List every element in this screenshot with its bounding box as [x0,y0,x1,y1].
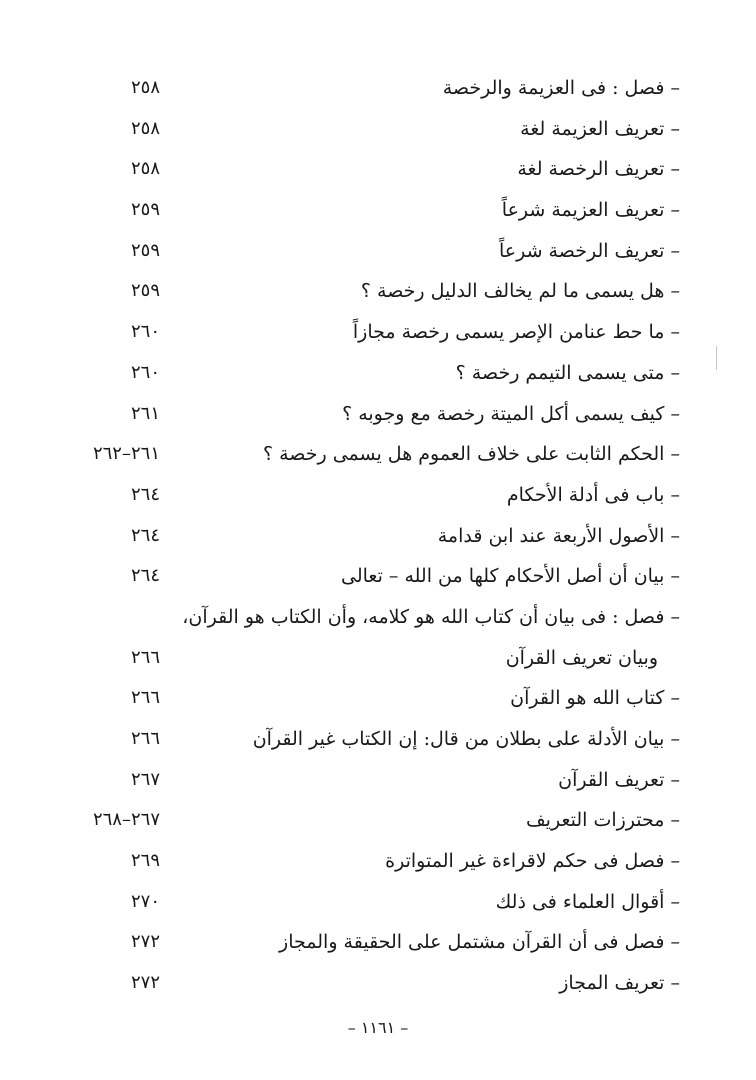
toc-entry-page: ٢٦٦ [130,646,160,668]
toc-entry-page: ٢٥٨ [130,158,160,180]
toc-entry-page: ٢٥٨ [130,117,160,139]
toc-row [60,922,680,963]
toc-entry-page: ٢٥٩ [130,239,160,261]
toc-entry-page: ٢٦٤ [130,483,160,505]
toc-row [60,638,680,679]
toc-entry-page: ٢٦٧ [130,768,160,790]
toc-entry-page: ٢٥٩ [130,280,160,302]
toc-entry-title: – فصل : فى بيان أن كتاب الله هو كلامه، وأن الكتاب هو القرآن، [182,605,680,628]
toc-entry-title: – كيف يسمى أكل الميتة رخصة مع وجوبه ؟ [342,402,680,425]
toc-entry-title: – تعريف العزيمة شرعاً [501,199,680,222]
toc-entry-page: ٢٧٢ [130,931,160,953]
toc-entry-title: – فصل فى حكم لاقراءة غير المتواترة [385,850,680,873]
toc-entry-page: ٢٧٢ [130,972,160,994]
toc-entry-title: – تعريف الرخصة لغة [517,158,680,181]
toc-entry-page: ٢٦٦ [130,687,160,709]
toc-entry-page: ٢٥٨ [130,77,160,98]
toc-entry-title: – أقوال العلماء فى ذلك [495,890,680,913]
toc-entry-title: – باب فى أدلة الأحكام [506,483,680,506]
toc-row [60,556,680,597]
toc-row [60,149,680,190]
toc-entry-title: – تعريف المجاز [559,972,680,995]
toc-row [60,434,680,475]
table-of-contents [60,68,680,1004]
toc-row [60,841,680,882]
toc-entry-page: ٢٦٩ [130,850,160,872]
toc-entry-page: ٢٧٠ [130,890,160,912]
toc-entry-title: – محترزات التعريف [526,809,680,832]
toc-entry-title: – متى يسمى التيمم رخصة ؟ [455,361,680,384]
toc-row [60,68,680,109]
toc-entry-title: – تعريف الرخصة شرعاً [498,239,680,262]
toc-row [60,353,680,394]
toc-entry-page: ٢٦١–٢٦٢ [92,443,160,465]
toc-entry-page: ٢٦٤ [130,565,160,587]
toc-entry-title: – تعريف العزيمة لغة [520,117,680,140]
toc-entry-title: – هل يسمى ما لم يخالف الدليل رخصة ؟ [360,280,680,303]
toc-entry-title: وبيان تعريف القرآن [505,646,658,669]
toc-row [60,109,680,150]
toc-entry-title: – ما حط عنامن الإصر يسمى رخصة مجازاً [352,321,680,344]
toc-entry-page: ٢٦١ [130,402,160,424]
toc-row [60,882,680,923]
toc-row [60,719,680,760]
toc-row [60,475,680,516]
margin-mark [716,346,717,370]
toc-entry-page: ٢٦٧–٢٦٨ [92,809,160,831]
toc-row [60,231,680,272]
toc-entry-title: – بيان الأدلة على بطلان من قال: إن الكتاب غير القرآن [252,728,680,750]
toc-entry-title: – بيان أن أصل الأحكام كلها من الله – تعالى [341,565,680,588]
page-number-footer: – ١١٦١ – [347,1018,409,1037]
toc-row [60,678,680,719]
toc-entry-page: ٢٦٦ [130,728,160,749]
toc-row [60,760,680,801]
toc-entry-page: ٢٦٠ [130,361,160,383]
toc-entry-page: ٢٦٤ [130,524,160,546]
toc-entry-title: – تعريف القرآن [558,768,680,791]
toc-row [60,516,680,557]
toc-entry-title: – فصل فى أن القرآن مشتمل على الحقيقة والمجاز [279,931,680,954]
toc-row [60,271,680,312]
toc-row [60,312,680,353]
toc-row [60,963,680,1004]
toc-entry-title: – كتاب الله هو القرآن [510,687,680,710]
toc-row [60,597,680,638]
toc-entry-page: ٢٦٠ [130,321,160,343]
toc-entry-title: – فصل : فى العزيمة والرخصة [442,77,680,99]
toc-row [60,394,680,435]
toc-row [60,190,680,231]
toc-row [60,800,680,841]
toc-entry-page: ٢٥٩ [130,199,160,221]
toc-entry-title: – الأصول الأربعة عند ابن قدامة [437,524,680,547]
toc-entry-title: – الحكم الثابت على خلاف العموم هل يسمى رخصة ؟ [262,443,680,466]
